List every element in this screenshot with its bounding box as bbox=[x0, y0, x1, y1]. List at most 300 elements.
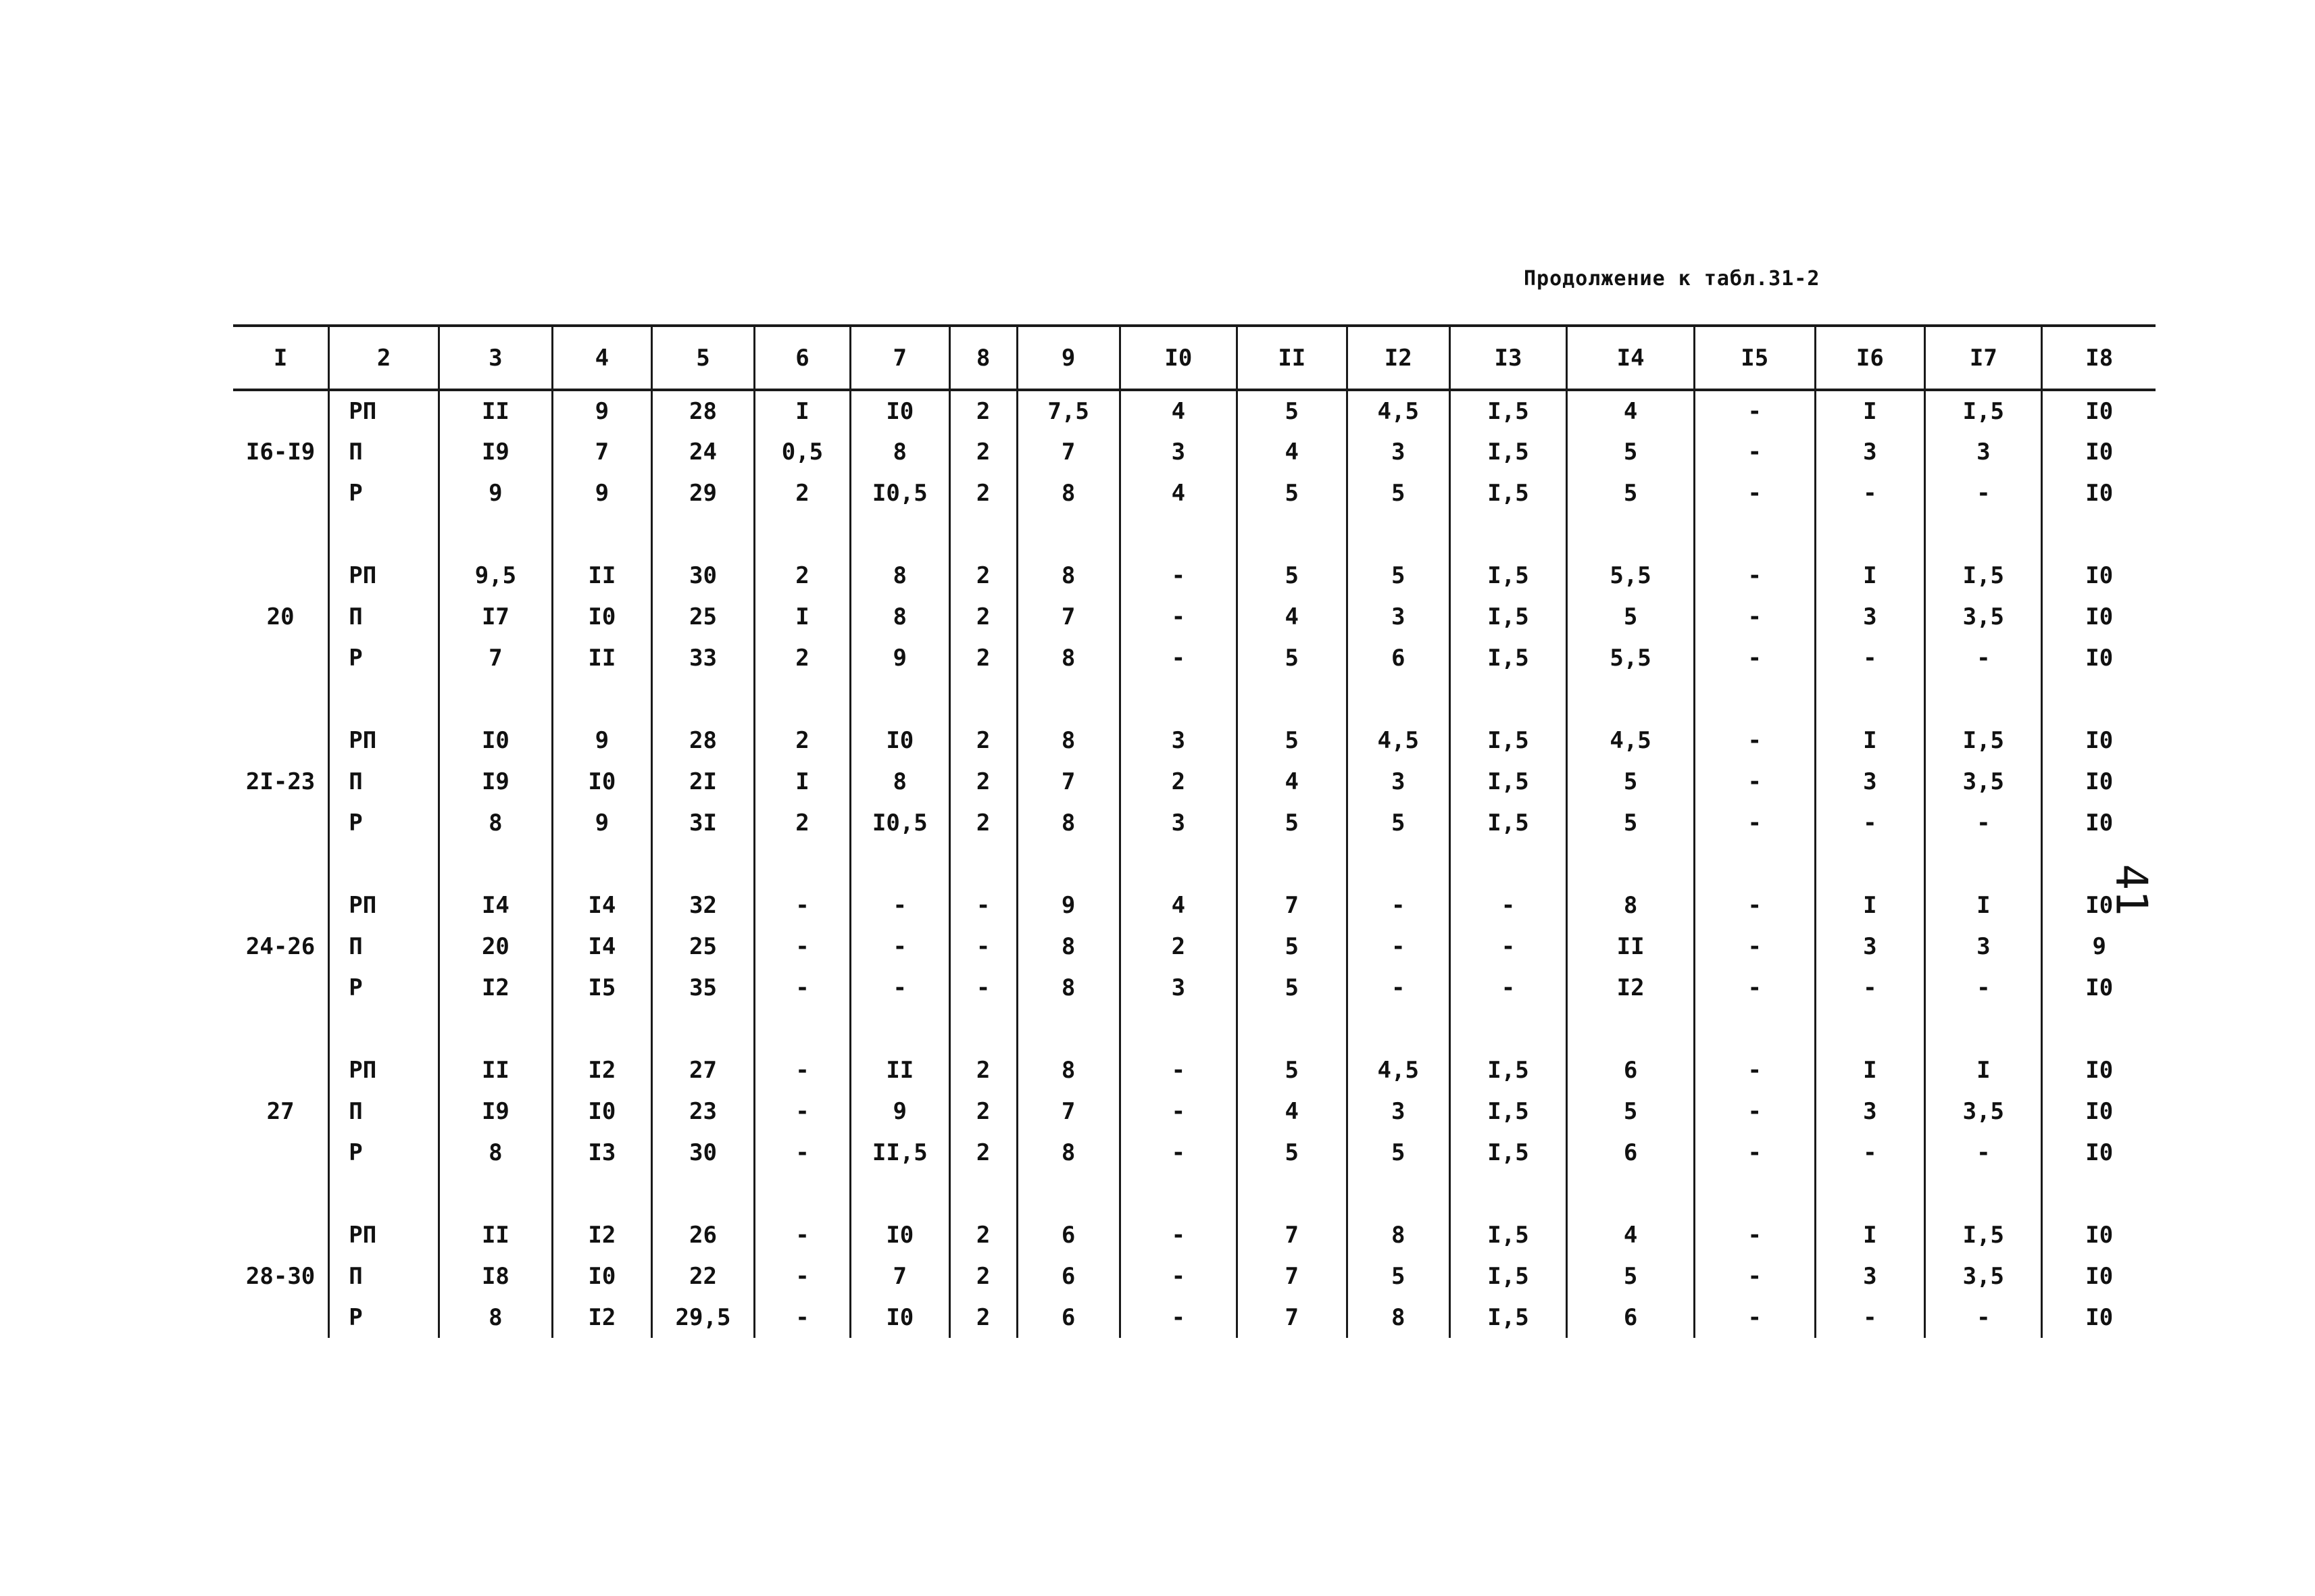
column-header: I2 bbox=[1347, 326, 1449, 390]
table-cell: I,5 bbox=[1449, 1091, 1566, 1132]
table-cell: 2 bbox=[949, 555, 1017, 596]
table-cell: 8 bbox=[850, 761, 949, 802]
table-cell: 6 bbox=[1347, 637, 1449, 678]
table-cell: 9 bbox=[439, 472, 552, 514]
table-cell: 8 bbox=[1017, 926, 1120, 967]
table-cell: I bbox=[1815, 1214, 1925, 1255]
table-cell: I0 bbox=[2042, 1049, 2156, 1091]
table-cell: - bbox=[1120, 596, 1237, 637]
table-cell: 3I bbox=[651, 802, 754, 843]
table-cell: I0,5 bbox=[850, 802, 949, 843]
table-cell: - bbox=[1925, 637, 2042, 678]
table-cell: - bbox=[1925, 967, 2042, 1008]
row-code: П bbox=[329, 926, 439, 967]
column-header: 8 bbox=[949, 326, 1017, 390]
table-cell: 2 bbox=[949, 637, 1017, 678]
row-code: Р bbox=[329, 1132, 439, 1173]
table-cell: 7 bbox=[1237, 1297, 1347, 1338]
table-cell: I0 bbox=[2042, 637, 2156, 678]
table-cell: 2 bbox=[949, 596, 1017, 637]
table-cell: I0 bbox=[2042, 390, 2156, 431]
table-cell: 3 bbox=[1347, 1091, 1449, 1132]
table-cell: - bbox=[1695, 472, 1815, 514]
table-row bbox=[233, 596, 2156, 637]
table-row bbox=[233, 1091, 2156, 1132]
table-cell: - bbox=[755, 1091, 851, 1132]
table-cell: - bbox=[1925, 802, 2042, 843]
table-cell: 5 bbox=[1237, 802, 1347, 843]
table-cell: I bbox=[1815, 1049, 1925, 1091]
table-cell: I2 bbox=[552, 1297, 651, 1338]
table-cell: I3 bbox=[552, 1132, 651, 1173]
table-cell: 3 bbox=[1120, 967, 1237, 1008]
table-cell: 5,5 bbox=[1567, 637, 1695, 678]
column-header: I4 bbox=[1567, 326, 1695, 390]
table-cell: 8 bbox=[1017, 1049, 1120, 1091]
table-cell: 5 bbox=[1567, 1091, 1695, 1132]
group-label bbox=[233, 555, 329, 596]
table-cell: 28 bbox=[651, 720, 754, 761]
table-cell: I,5 bbox=[1449, 761, 1566, 802]
table-cell: - bbox=[1449, 926, 1566, 967]
table-cell: - bbox=[1120, 1049, 1237, 1091]
table-cell: I,5 bbox=[1449, 1214, 1566, 1255]
row-code: П bbox=[329, 761, 439, 802]
table-cell: 7 bbox=[1017, 1091, 1120, 1132]
group-label bbox=[233, 637, 329, 678]
table-cell: 2 bbox=[949, 1214, 1017, 1255]
table-cell: - bbox=[755, 967, 851, 1008]
table-cell: 2 bbox=[949, 802, 1017, 843]
table-cell: 2 bbox=[755, 720, 851, 761]
table-cell: 3 bbox=[1815, 1255, 1925, 1297]
table-cell: - bbox=[850, 967, 949, 1008]
table-cell: I,5 bbox=[1449, 596, 1566, 637]
table-cell: - bbox=[1695, 926, 1815, 967]
table-cell: - bbox=[1120, 555, 1237, 596]
table-cell: 8 bbox=[439, 802, 552, 843]
table-cell: 5 bbox=[1567, 472, 1695, 514]
table-cell: 7 bbox=[1017, 596, 1120, 637]
group-label bbox=[233, 1297, 329, 1338]
table-cell: 3,5 bbox=[1925, 596, 2042, 637]
table-cell: I7 bbox=[439, 596, 552, 637]
group-label: 27 bbox=[266, 1097, 295, 1125]
table-cell: 9 bbox=[552, 802, 651, 843]
table-cell: 2 bbox=[949, 1049, 1017, 1091]
group-spacer bbox=[233, 1008, 2156, 1049]
table-cell: 30 bbox=[651, 555, 754, 596]
table-cell: - bbox=[1449, 967, 1566, 1008]
table-cell: 4 bbox=[1237, 761, 1347, 802]
table-row bbox=[233, 1297, 2156, 1338]
table-cell: - bbox=[949, 967, 1017, 1008]
table-row bbox=[233, 884, 2156, 926]
table-cell: 25 bbox=[651, 596, 754, 637]
table-row bbox=[233, 967, 2156, 1008]
table-cell: 6 bbox=[1567, 1297, 1695, 1338]
table-cell: 7 bbox=[1017, 761, 1120, 802]
table-cell: - bbox=[1815, 472, 1925, 514]
table-cell: 5 bbox=[1237, 472, 1347, 514]
table-cell: 25 bbox=[651, 926, 754, 967]
table-cell: 8 bbox=[1017, 967, 1120, 1008]
table-cell: 9 bbox=[850, 637, 949, 678]
table-cell: 2 bbox=[755, 472, 851, 514]
table-cell: I0 bbox=[2042, 1255, 2156, 1297]
table-cell: I0 bbox=[850, 1297, 949, 1338]
table-cell: 3 bbox=[1925, 926, 2042, 967]
table-cell: I0,5 bbox=[850, 472, 949, 514]
table-cell: I,5 bbox=[1449, 1255, 1566, 1297]
table-cell: I0 bbox=[2042, 967, 2156, 1008]
column-header: 2 bbox=[329, 326, 439, 390]
table-cell: 3 bbox=[1815, 761, 1925, 802]
table-cell: - bbox=[1695, 967, 1815, 1008]
column-header: I0 bbox=[1120, 326, 1237, 390]
table-cell: 2 bbox=[949, 720, 1017, 761]
column-header: 6 bbox=[755, 326, 851, 390]
table-cell: - bbox=[755, 1297, 851, 1338]
group-label bbox=[233, 802, 329, 843]
column-header: I5 bbox=[1695, 326, 1815, 390]
table-cell: 8 bbox=[1017, 802, 1120, 843]
table-cell: II bbox=[552, 637, 651, 678]
table-cell: - bbox=[1815, 1297, 1925, 1338]
table-cell: 4 bbox=[1120, 390, 1237, 431]
table-cell: 5 bbox=[1567, 1255, 1695, 1297]
group-label: I6-I9 bbox=[245, 438, 316, 466]
table-cell: 7 bbox=[1237, 1214, 1347, 1255]
table-cell: - bbox=[1695, 761, 1815, 802]
column-header: 3 bbox=[439, 326, 552, 390]
table-cell: I0 bbox=[850, 390, 949, 431]
table-cell: - bbox=[1695, 555, 1815, 596]
row-code: РП bbox=[329, 1214, 439, 1255]
table-cell: 5 bbox=[1237, 720, 1347, 761]
table-cell: - bbox=[949, 926, 1017, 967]
table-cell: 6 bbox=[1567, 1049, 1695, 1091]
table-cell: I,5 bbox=[1449, 802, 1566, 843]
table-cell: II bbox=[850, 1049, 949, 1091]
table-row bbox=[233, 1049, 2156, 1091]
table-cell: I bbox=[1815, 884, 1925, 926]
group-label bbox=[233, 967, 329, 1008]
table-cell: - bbox=[1815, 967, 1925, 1008]
group-label: 2I-23 bbox=[245, 768, 316, 795]
table-cell: - bbox=[1695, 1297, 1815, 1338]
table-cell: I,5 bbox=[1925, 555, 2042, 596]
table-cell: 22 bbox=[651, 1255, 754, 1297]
table-cell: I bbox=[755, 390, 851, 431]
table-cell: I,5 bbox=[1449, 637, 1566, 678]
table-cell: 8 bbox=[1567, 884, 1695, 926]
table-cell: 5 bbox=[1567, 431, 1695, 472]
table-cell: 30 bbox=[651, 1132, 754, 1173]
table-cell: 9 bbox=[552, 390, 651, 431]
table-cell: I0 bbox=[850, 1214, 949, 1255]
table-cell: I0 bbox=[2042, 884, 2156, 926]
row-code: П bbox=[329, 596, 439, 637]
table-cell: 5 bbox=[1567, 761, 1695, 802]
table-cell: 5 bbox=[1347, 1255, 1449, 1297]
table-cell: - bbox=[1815, 802, 1925, 843]
table-cell: - bbox=[1815, 1132, 1925, 1173]
table-cell: 29,5 bbox=[651, 1297, 754, 1338]
table-cell: I0 bbox=[552, 761, 651, 802]
table-cell: - bbox=[1695, 884, 1815, 926]
table-cell: I,5 bbox=[1925, 1214, 2042, 1255]
table-cell: I4 bbox=[552, 926, 651, 967]
table-row bbox=[233, 1132, 2156, 1173]
row-code: Р bbox=[329, 472, 439, 514]
table-cell: - bbox=[1120, 1132, 1237, 1173]
group-label bbox=[233, 1214, 329, 1255]
table-cell: 2 bbox=[755, 637, 851, 678]
table-cell: 7,5 bbox=[1017, 390, 1120, 431]
table-cell: - bbox=[1120, 1214, 1237, 1255]
table-cell: 7 bbox=[1017, 431, 1120, 472]
table-cell: 20 bbox=[439, 926, 552, 967]
table-cell: 4 bbox=[1237, 596, 1347, 637]
table-cell: I9 bbox=[439, 761, 552, 802]
column-header: I8 bbox=[2042, 326, 2156, 390]
table-cell: 8 bbox=[1017, 1132, 1120, 1173]
table-cell: - bbox=[1815, 637, 1925, 678]
table-cell: I0 bbox=[2042, 596, 2156, 637]
table-cell: 5 bbox=[1237, 390, 1347, 431]
group-label bbox=[233, 1049, 329, 1091]
table-cell: I2 bbox=[552, 1214, 651, 1255]
row-code: Р bbox=[329, 637, 439, 678]
table-cell: 3 bbox=[1347, 596, 1449, 637]
table-cell: 33 bbox=[651, 637, 754, 678]
table-cell: - bbox=[1120, 1091, 1237, 1132]
table-cell: - bbox=[1695, 637, 1815, 678]
table-cell: - bbox=[755, 926, 851, 967]
group-label bbox=[233, 720, 329, 761]
table-cell: 3 bbox=[1925, 431, 2042, 472]
table-cell: 2 bbox=[949, 1297, 1017, 1338]
group-spacer bbox=[233, 678, 2156, 720]
table-cell: I0 bbox=[552, 1091, 651, 1132]
table-cell: 3 bbox=[1120, 720, 1237, 761]
table-cell: 3 bbox=[1815, 926, 1925, 967]
table-cell: 5 bbox=[1347, 472, 1449, 514]
table-cell: 29 bbox=[651, 472, 754, 514]
table-cell: I bbox=[755, 596, 851, 637]
table-row bbox=[233, 390, 2156, 431]
table-row bbox=[233, 431, 2156, 472]
table-cell: 4 bbox=[1567, 1214, 1695, 1255]
table-cell: 4 bbox=[1120, 472, 1237, 514]
table-cell: - bbox=[1695, 1255, 1815, 1297]
row-code: П bbox=[329, 431, 439, 472]
table-cell: 5 bbox=[1347, 802, 1449, 843]
table-cell: I2 bbox=[1567, 967, 1695, 1008]
table-cell: - bbox=[1695, 1091, 1815, 1132]
table-cell: 8 bbox=[1017, 637, 1120, 678]
table-cell: I,5 bbox=[1449, 555, 1566, 596]
group-spacer bbox=[233, 843, 2156, 884]
table-cell: 2 bbox=[949, 1132, 1017, 1173]
table-row bbox=[233, 926, 2156, 967]
table-row bbox=[233, 761, 2156, 802]
table-cell: 3 bbox=[1347, 431, 1449, 472]
table-cell: 5 bbox=[1237, 555, 1347, 596]
table-cell: I bbox=[1815, 720, 1925, 761]
table-cell: - bbox=[1347, 926, 1449, 967]
table-cell: 3,5 bbox=[1925, 761, 2042, 802]
table-cell: - bbox=[755, 1132, 851, 1173]
table-cell: 28 bbox=[651, 390, 754, 431]
table-row bbox=[233, 555, 2156, 596]
table-cell: 4 bbox=[1237, 431, 1347, 472]
table-cell: 4,5 bbox=[1347, 720, 1449, 761]
table-caption: Продолжение к табл.31-2 bbox=[1524, 267, 1820, 291]
table-body bbox=[233, 390, 2156, 1338]
row-code: РП bbox=[329, 555, 439, 596]
table-cell: I0 bbox=[2042, 720, 2156, 761]
table-cell: 32 bbox=[651, 884, 754, 926]
table-cell: 9,5 bbox=[439, 555, 552, 596]
table-row bbox=[233, 637, 2156, 678]
table-cell: I9 bbox=[439, 431, 552, 472]
table-cell: - bbox=[1449, 884, 1566, 926]
table-cell: - bbox=[850, 884, 949, 926]
table-cell: - bbox=[755, 1049, 851, 1091]
table-cell: I2 bbox=[439, 967, 552, 1008]
column-header: 7 bbox=[850, 326, 949, 390]
group-label: 20 bbox=[266, 603, 295, 630]
table-cell: 5 bbox=[1347, 555, 1449, 596]
table-cell: 4 bbox=[1120, 884, 1237, 926]
table-cell: 0,5 bbox=[755, 431, 851, 472]
table-cell: 27 bbox=[651, 1049, 754, 1091]
table-cell: 8 bbox=[850, 431, 949, 472]
table-cell: 3 bbox=[1347, 761, 1449, 802]
table-cell: I,5 bbox=[1449, 1132, 1566, 1173]
table-cell: 7 bbox=[1237, 884, 1347, 926]
row-code: Р bbox=[329, 967, 439, 1008]
table-cell: - bbox=[1695, 1214, 1815, 1255]
row-code: Р bbox=[329, 802, 439, 843]
group-label: 24-26 bbox=[245, 932, 316, 960]
table-cell: 3 bbox=[1120, 802, 1237, 843]
table-cell: - bbox=[1695, 1049, 1815, 1091]
table-cell: 3 bbox=[1815, 596, 1925, 637]
table-cell: I0 bbox=[439, 720, 552, 761]
table-cell: I0 bbox=[2042, 472, 2156, 514]
table-cell: II bbox=[439, 1214, 552, 1255]
table-cell: 3 bbox=[1815, 431, 1925, 472]
table-row bbox=[233, 472, 2156, 514]
table-cell: II,5 bbox=[850, 1132, 949, 1173]
table-cell: 8 bbox=[1347, 1214, 1449, 1255]
table-cell: II bbox=[1567, 926, 1695, 967]
table-cell: I4 bbox=[439, 884, 552, 926]
table-cell: I,5 bbox=[1925, 390, 2042, 431]
table-cell: I bbox=[1815, 555, 1925, 596]
table-cell: I2 bbox=[552, 1049, 651, 1091]
table-cell: 5 bbox=[1237, 1132, 1347, 1173]
column-header: I3 bbox=[1449, 326, 1566, 390]
table-cell: 9 bbox=[1017, 884, 1120, 926]
table-cell: 24 bbox=[651, 431, 754, 472]
table-cell: 8 bbox=[439, 1297, 552, 1338]
table-cell: 26 bbox=[651, 1214, 754, 1255]
table-cell: 6 bbox=[1017, 1214, 1120, 1255]
row-code: РП bbox=[329, 390, 439, 431]
table-cell: I0 bbox=[2042, 1132, 2156, 1173]
table-cell: - bbox=[1695, 1132, 1815, 1173]
header-row bbox=[233, 326, 2156, 390]
table-cell: I bbox=[1815, 390, 1925, 431]
table-cell: - bbox=[1695, 720, 1815, 761]
table-cell: I0 bbox=[2042, 802, 2156, 843]
table-cell: 23 bbox=[651, 1091, 754, 1132]
table-cell: 7 bbox=[439, 637, 552, 678]
table-cell: 4 bbox=[1237, 1091, 1347, 1132]
table-cell: - bbox=[1925, 472, 2042, 514]
table-cell: 8 bbox=[1347, 1297, 1449, 1338]
column-header: I7 bbox=[1925, 326, 2042, 390]
table-cell: 5 bbox=[1237, 967, 1347, 1008]
table-cell: I0 bbox=[2042, 431, 2156, 472]
table-cell: 3 bbox=[1120, 431, 1237, 472]
table-cell: 8 bbox=[1017, 555, 1120, 596]
table-cell: 5 bbox=[1567, 596, 1695, 637]
table-cell: 2 bbox=[1120, 926, 1237, 967]
table-cell: 2 bbox=[755, 802, 851, 843]
table-cell: - bbox=[755, 1255, 851, 1297]
column-header: 5 bbox=[651, 326, 754, 390]
table-cell: - bbox=[1925, 1132, 2042, 1173]
page-number: 41 bbox=[2106, 864, 2156, 916]
table-cell: 8 bbox=[850, 596, 949, 637]
table-row bbox=[233, 720, 2156, 761]
table-cell: 6 bbox=[1017, 1255, 1120, 1297]
group-label bbox=[233, 884, 329, 926]
table-cell: 2 bbox=[949, 761, 1017, 802]
table-cell: I0 bbox=[2042, 1297, 2156, 1338]
table-cell: I,5 bbox=[1449, 390, 1566, 431]
table-cell: 9 bbox=[552, 720, 651, 761]
table-cell: 7 bbox=[850, 1255, 949, 1297]
group-spacer bbox=[233, 1173, 2156, 1214]
table-cell: 5 bbox=[1237, 1049, 1347, 1091]
table-cell: 3,5 bbox=[1925, 1091, 2042, 1132]
table-cell: I bbox=[755, 761, 851, 802]
table-cell: I,5 bbox=[1449, 1049, 1566, 1091]
table-cell: I,5 bbox=[1925, 720, 2042, 761]
table-cell: 8 bbox=[439, 1132, 552, 1173]
table-cell: 4 bbox=[1567, 390, 1695, 431]
table-cell: 5 bbox=[1237, 926, 1347, 967]
table-row bbox=[233, 1214, 2156, 1255]
table-cell: 6 bbox=[1567, 1132, 1695, 1173]
table-cell: 3 bbox=[1815, 1091, 1925, 1132]
table-row bbox=[233, 1255, 2156, 1297]
table-cell: I0 bbox=[850, 720, 949, 761]
column-header: II bbox=[1237, 326, 1347, 390]
table-cell: - bbox=[755, 1214, 851, 1255]
table-cell: - bbox=[1120, 637, 1237, 678]
table-cell: - bbox=[1120, 1255, 1237, 1297]
table-cell: I,5 bbox=[1449, 431, 1566, 472]
table-cell: 9 bbox=[850, 1091, 949, 1132]
table-cell: I0 bbox=[2042, 761, 2156, 802]
